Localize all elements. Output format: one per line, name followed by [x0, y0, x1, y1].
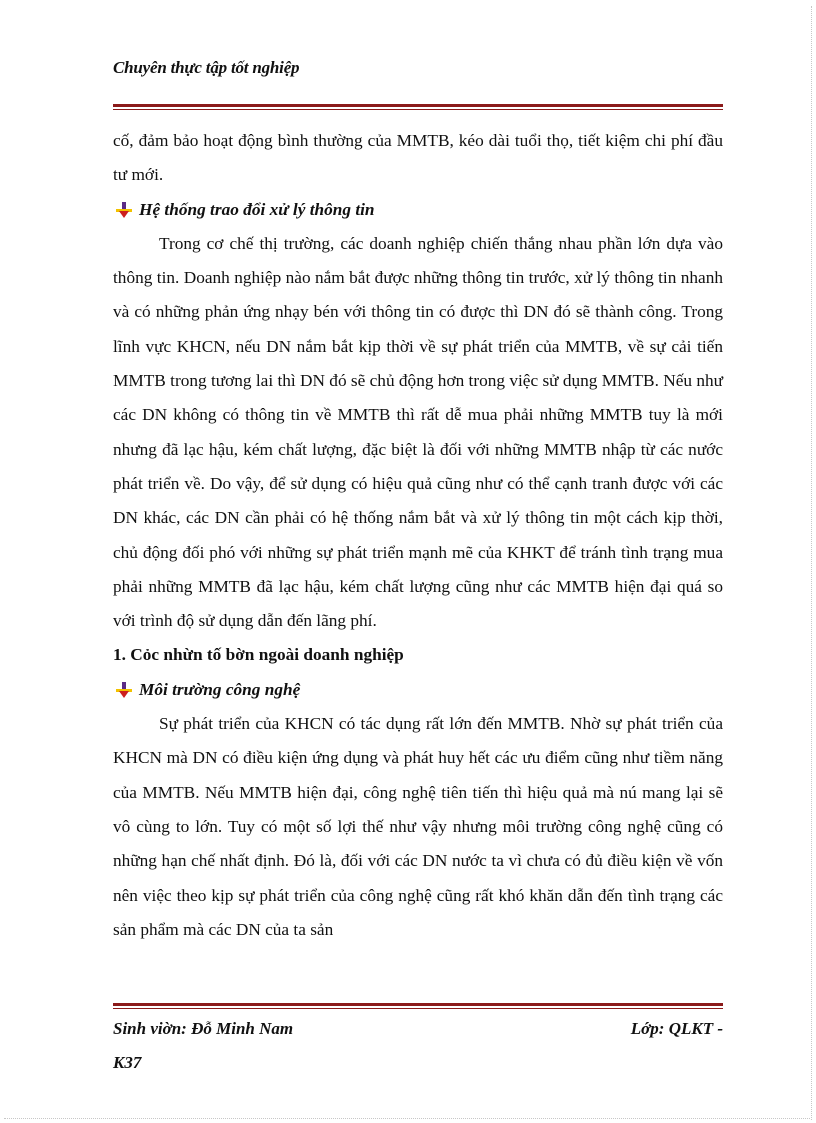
footer-rule — [113, 1003, 723, 1009]
subheading-information-system — [113, 193, 723, 227]
section-heading-external-factors: 1. Cỏc nhừn tố bờn ngoài doanh nghiệp — [113, 645, 404, 665]
header-rule-thin — [113, 109, 723, 110]
subheading-text: Môi trường công nghệ — [139, 679, 301, 699]
bullet-arrow-icon — [113, 682, 135, 698]
page-header — [113, 58, 723, 78]
paragraph-information: Trong cơ chế thị trường, các doanh nghiệp chiến thắng nhau phần lớn dựa vào thông tin. Doanh nghiệp nào nắm bắt được những thông tin trước, xử lý thông tin nhanh và có những phản ứng nhạy bén với thông tin có được thì DN đó sẽ thành công. Trong lĩnh vực KHCN, nếu DN nắm bắt kịp thời về sự phát triển của MMTB, về sự cải tiến MMTB trong tương lai thì DN đó sẽ chủ động hơn trong việc sử dụng MMTB. Nếu như các DN không có thông tin về MMTB thì rất dễ mua phải những MMTB tuy là mới nhưng đã lạc hậu, kém chất lượng, đặc biệt là đối với những MMTB nhập từ các nước phát triển về. Do vậy, để sử dụng có hiệu quả cũng như có thể cạnh tranh được với các DN khác, các DN cần phải có hệ thống nắm bắt và xử lý thông tin một cách kịp thời, chủ động đối phó với những sự phát triển mạnh mẽ của KHKT để tránh tình trạng mua phải những MMTB đã lạc hậu, kém chất lượng cũng như các MMTB hiện đại quá so với trình độ sử dụng dẫn đến lãng phí. — [113, 233, 723, 631]
subheading-technology-environment — [113, 673, 723, 707]
paragraph-continuation: cố, đảm bảo hoạt động bình thường của MMTB, kéo dài tuổi thọ, tiết kiệm chi phí đầu tư mới. — [113, 131, 723, 185]
footer-rule-thick — [113, 1003, 723, 1006]
page-border-bottom — [4, 1118, 810, 1119]
header-rule-thick — [113, 104, 723, 107]
header-title: Chuyên thực tập tốt nghiệp — [113, 58, 300, 77]
header-rule — [113, 104, 723, 110]
page-footer — [113, 1012, 723, 1080]
footer-class: Lớp: QLKT - — [630, 1019, 723, 1038]
footer-student: Sinh viờn: Đỗ Minh Nam — [113, 1019, 294, 1038]
footer-row — [113, 1012, 723, 1046]
page-border-right — [811, 6, 812, 1120]
footer-class-continued: K37 — [113, 1053, 142, 1072]
document-body — [113, 124, 723, 947]
footer-rule-thin — [113, 1008, 723, 1009]
bullet-arrow-icon — [113, 202, 135, 218]
subheading-text: Hệ thống trao đổi xử lý thông tin — [139, 199, 375, 219]
paragraph-technology: Sự phát triển của KHCN có tác dụng rất lớn đến MMTB. Nhờ sự phát triển của KHCN mà DN có điều kiện ứng dụng và phát huy hết các ưu điểm cũng như tiềm năng của MMTB. Nếu MMTB hiện đại, công nghệ tiên tiến thì hiệu quả mà nú mang lại sẽ vô cùng to lớn. Tuy có một số lợi thế như vậy nhưng môi trường công nghệ cũng có những hạn chế nhất định. Đó là, đối với các DN nước ta vì chưa có đủ điều kiện về vốn nên việc theo kịp sự phát triển của công nghệ cũng rất khó khăn dẫn đến tình trạng các sản phẩm mà các DN của ta sản — [113, 714, 723, 939]
